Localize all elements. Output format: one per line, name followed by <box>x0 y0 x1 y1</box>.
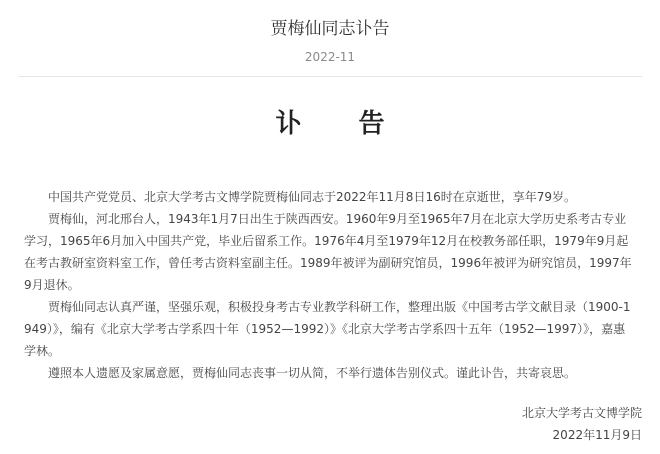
obituary-body <box>24 186 634 384</box>
notice-heading: 讣 告 <box>275 109 409 139</box>
body-paragraph: 遵照本人遗愿及家属意愿，贾梅仙同志丧事一切从简，不举行遗体告别仪式。谨此讣告，共寄哀思。 <box>48 366 577 380</box>
body-paragraph: 贾梅仙同志认真严谨，坚强乐观，积极投身考古专业教学科研工作，整理出版《中国考古学文献目录（1900-1949）》，编有《北京大学考古学系四十年（1952—1992）》《北京大学考古学系四十五年（1952—1997）》，嘉惠学林。 <box>24 300 631 358</box>
header-divider <box>18 76 642 77</box>
signature-organization: 北京大学考古文博学院 <box>521 406 642 420</box>
publish-date: 2022-11 <box>304 50 356 64</box>
signature-date: 2022年11月9日 <box>552 428 642 442</box>
body-paragraph: 贾梅仙，河北邢台人，1943年1月7日出生于陕西西安。1960年9月至1965年7月在北京大学历史系考古专业学习，1965年6月加入中国共产党，毕业后留系工作。1976年4月至1979年12月在校教务部任职，1979年9月起在考古教研室资料室工作，曾任考古资料室副主任。1989年被评为副研究馆员，1996年被评为研究馆员，1997年9月退休。 <box>24 212 632 292</box>
body-paragraph: 中国共产党党员、北京大学考古文博学院贾梅仙同志于2022年11月8日16时在京逝世，享年79岁。 <box>48 190 576 204</box>
signature-block <box>522 402 642 446</box>
page-title: 贾梅仙同志讣告 <box>270 19 390 39</box>
